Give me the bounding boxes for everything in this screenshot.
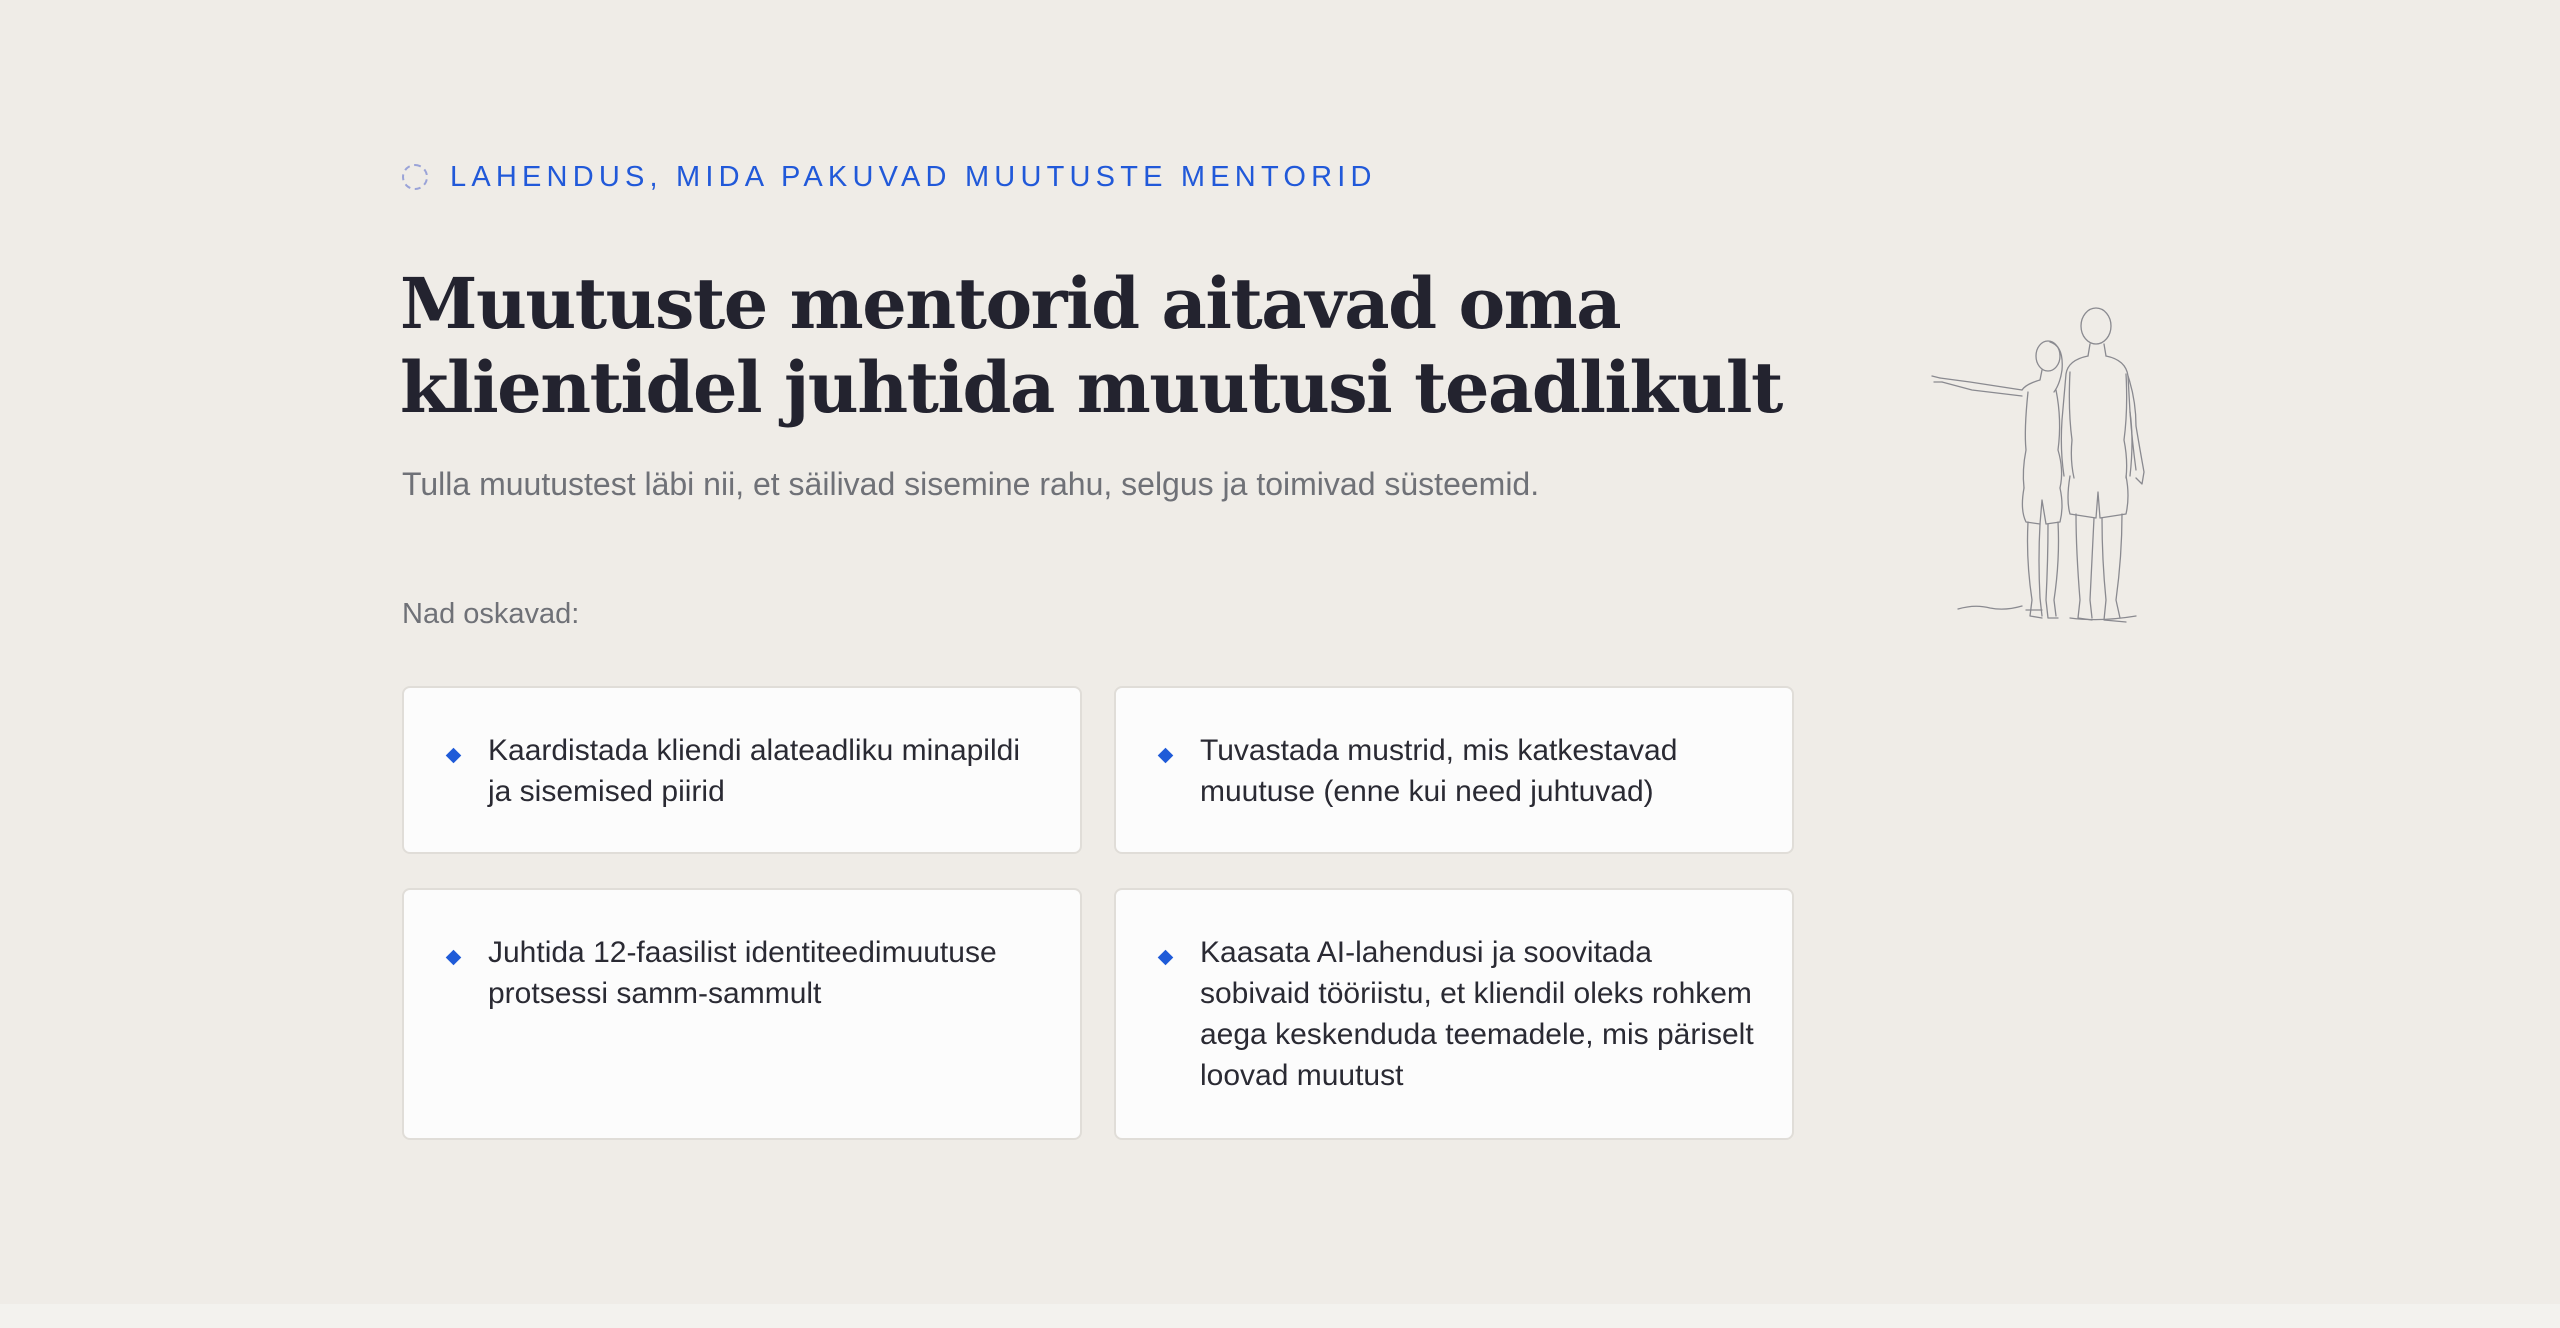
diamond-bullet-icon (446, 950, 462, 966)
dashed-circle-icon (402, 164, 428, 190)
section-subtitle: Tulla muutustest läbi nii, et säilivad sisemine rahu, selgus ja toimivad süsteemid. (402, 466, 1540, 502)
bottom-divider-strip (0, 1304, 2560, 1328)
diamond-bullet-icon (1158, 950, 1174, 966)
skills-list-label: Nad oskavad: (402, 598, 580, 630)
skill-card (402, 888, 1082, 1140)
skill-card-text: Kaardistada kliendi alateadliku minapildi ja sisemised piirid (488, 734, 1020, 808)
skill-card-text: Kaasata AI-lahendusi ja soovitada sobivaid tööriistu, et kliendil oleks rohkem aega keskenduda teemadele, mis päriselt loovad muutust (1200, 936, 1754, 1092)
skill-card (1114, 888, 1794, 1140)
eyebrow (402, 158, 1377, 196)
diamond-bullet-icon (1158, 748, 1174, 764)
skill-card-text: Tuvastada mustrid, mis katkestavad muutuse (enne kui need juhtuvad) (1200, 734, 1678, 808)
skill-card (402, 686, 1082, 854)
skill-card-text: Juhtida 12-faasilist identiteedimuutuse protsessi samm-sammult (488, 936, 997, 1010)
section-title: Muutuste mentorid aitavad oma klientidel juhtida muutusi teadlikult (400, 262, 1782, 429)
eyebrow-text: LAHENDUS, MIDA PAKUVAD MUUTUSTE MENTORID (450, 160, 1377, 193)
diamond-bullet-icon (446, 748, 462, 764)
two-people-pointing-sketch-icon (1930, 300, 2160, 630)
skill-card (1114, 686, 1794, 854)
